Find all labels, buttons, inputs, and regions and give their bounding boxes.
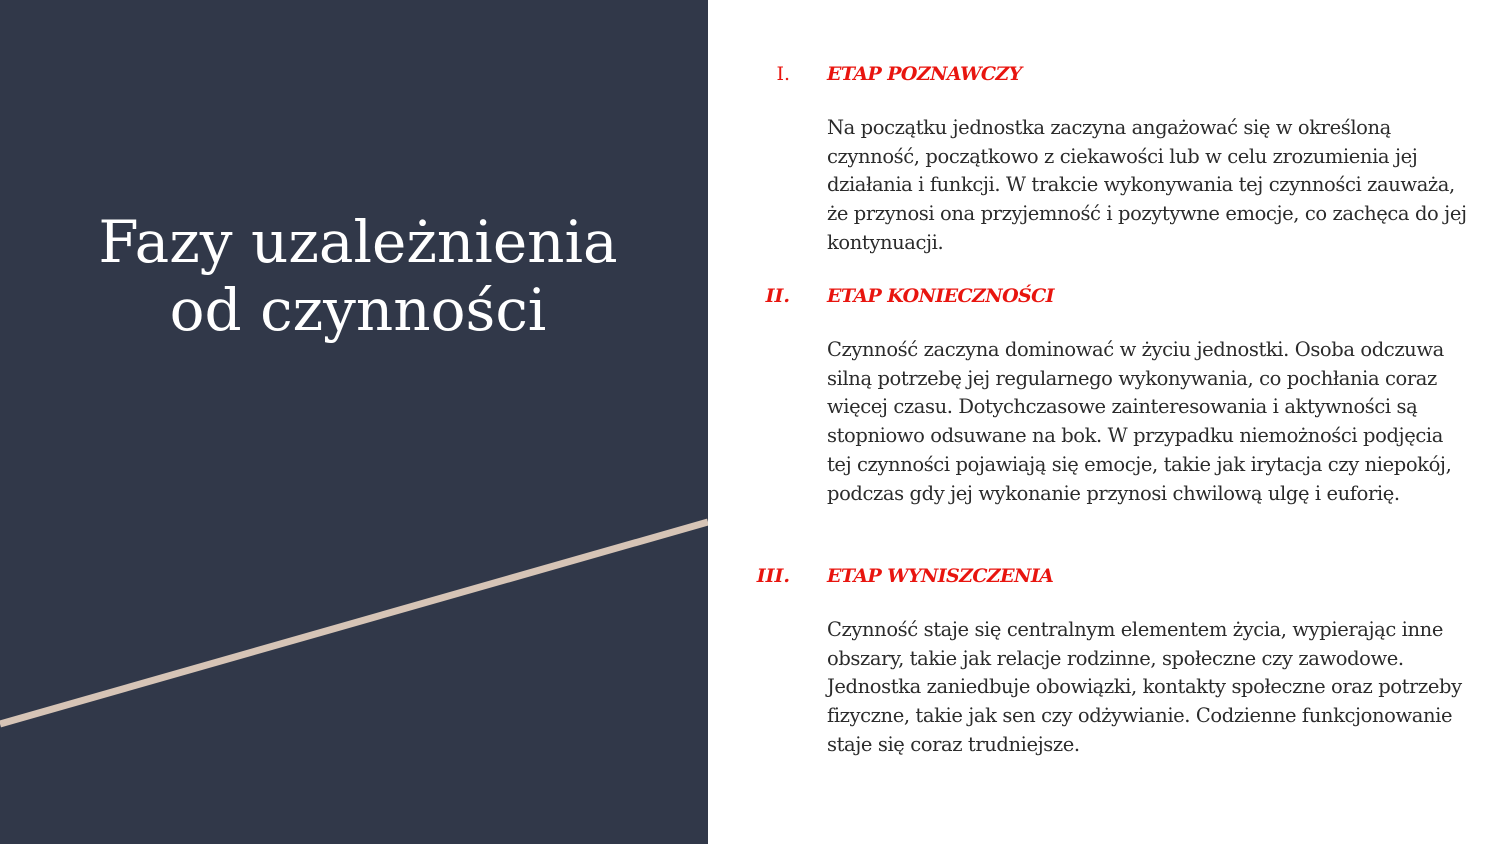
stage-heading: ETAP KONIECZNOŚCI — [827, 285, 1054, 307]
stage-heading: ETAP WYNISZCZENIA — [827, 565, 1054, 587]
stage-numeral: II. — [765, 285, 790, 307]
stage-description: Na początku jednostka zaczyna angażować się w określoną czynność, początkowo z ciekawości lub w celu zrozumienia jej działania i funkcji. W trakcie wykonywania tej czynności zauważa, że przynosi ona przyjemność i pozytywne emocje, co zachęca do jej kontynuacji. — [827, 116, 1467, 254]
stage-description: Czynność staje się centralnym elementem życia, wypierając inne obszary, takie jak relacje rodzinne, społeczne czy zawodowe. Jednostka zaniedbuje obowiązki, kontakty społeczne oraz potrzeby fizyczne, takie jak sen czy odżywianie. Codzienne funkcjonowanie staje się coraz trudniejsze. — [827, 618, 1462, 756]
diagonal-accent-line — [0, 0, 708, 844]
stage-description: Czynność zaczyna dominować w życiu jednostki. Osoba odczuwa silną potrzebę jej regularnego wykonywania, co pochłania coraz więcej czasu. Dotychczasowe zainteresowania i aktywności są stopniowo odsuwane na bok. W przypadku niemożności podjęcia tej czynności pojawiają się emocje, takie jak irytacja czy niepokój, podczas gdy jej wykonanie przynosi chwilową ulgę i euforię. — [827, 338, 1452, 505]
slide-title — [0, 208, 708, 344]
stage-heading: ETAP POZNAWCZY — [827, 63, 1022, 85]
slide-title-line-1: Fazy uzależnienia — [98, 208, 618, 276]
stage-numeral: III. — [756, 565, 790, 587]
slide-title-line-2: od czynności — [169, 276, 547, 344]
stages-list — [708, 0, 1500, 844]
title-panel — [0, 0, 708, 844]
stage-numeral: I. — [776, 63, 790, 85]
